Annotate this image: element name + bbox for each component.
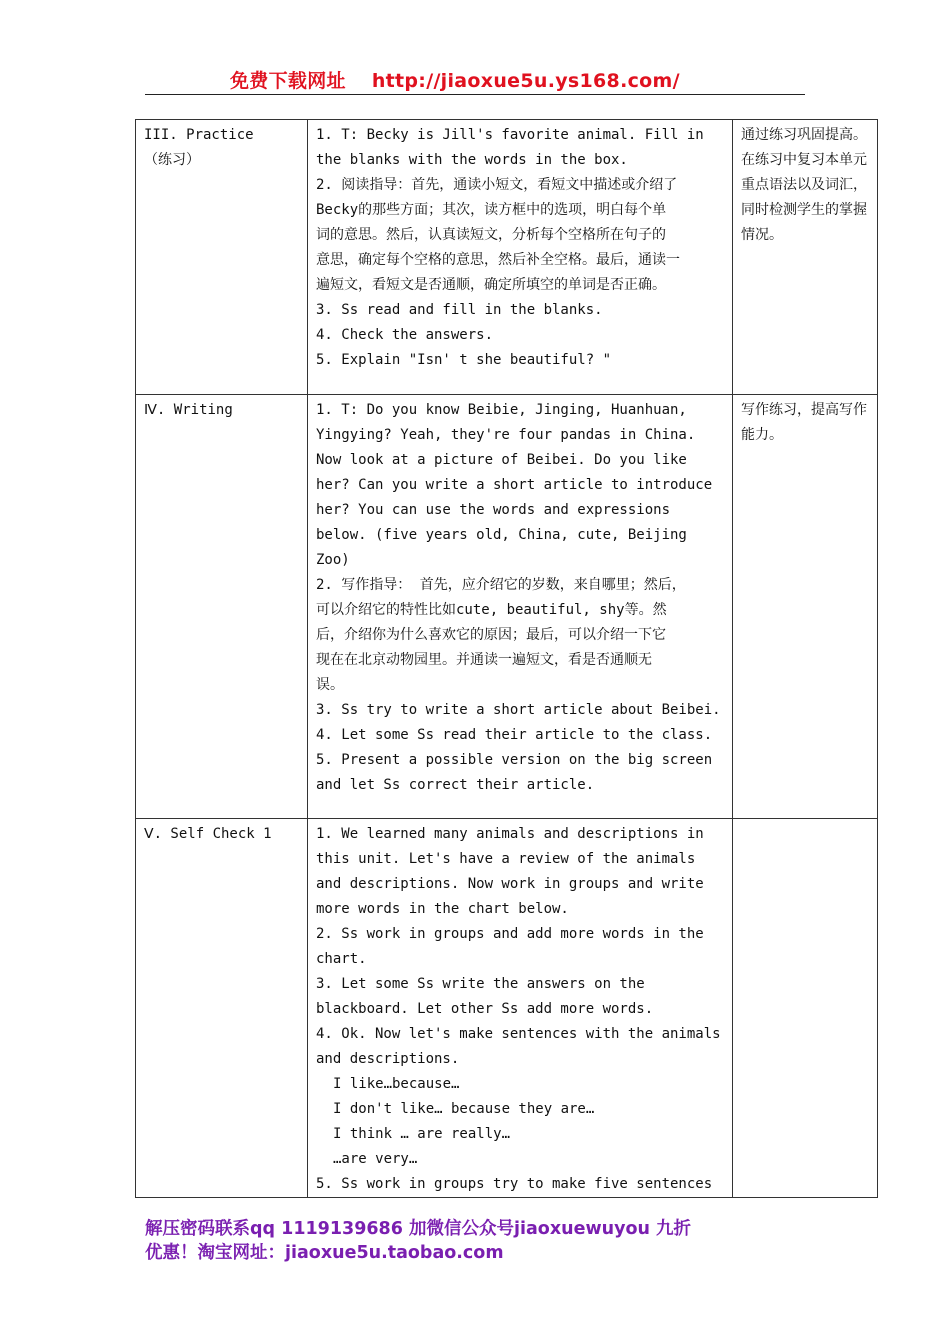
procedure-line: her? You can use the words and expressions: [316, 502, 671, 518]
step-cell: [136, 120, 308, 395]
footer-line: 解压密码联系qq 1119139686 加微信公众号jiaoxuewuyou 九折: [145, 1219, 692, 1239]
example-sentence: I think … are really…: [333, 1126, 511, 1142]
procedure-line: 1. T: Becky is Jill's favorite animal. Fill in: [316, 127, 704, 143]
procedure-line: her? Can you write a short article to introduce: [316, 477, 713, 493]
procedure-line: 5. Explain "Isn' t she beautiful? ": [316, 352, 612, 368]
footer-line: 优惠！淘宝网址：jiaoxue5u.taobao.com: [145, 1243, 504, 1263]
procedure-line: 5. Ss work in groups try to make five sentences: [316, 1176, 713, 1192]
step-subtitle: （练习）: [144, 152, 200, 168]
example-sentence: …are very…: [333, 1151, 418, 1167]
example-sentence: I like…because…: [333, 1076, 460, 1092]
procedure-line: 词的意思。然后，认真读短文，分析每个空格所在句子的: [316, 227, 666, 243]
procedure-line: Now look at a picture of Beibei. Do you like: [316, 452, 687, 468]
procedure-line: 5. Present a possible version on the big screen: [316, 752, 713, 768]
step-cell: [136, 819, 308, 1198]
table-row: [136, 120, 878, 395]
procedure-line: below. (five years old, China, cute, Beijing: [316, 527, 687, 543]
example-sentence: I don't like… because they are…: [333, 1101, 595, 1117]
aim-cell: 通过练习巩固提高。在练习中复习本单元重点语法以及词汇，同时检测学生的掌握情况。: [733, 120, 878, 395]
lesson-plan-table: [135, 119, 878, 1198]
procedure-line: 后，介绍你为什么喜欢它的原因；最后，可以介绍一下它: [316, 627, 666, 643]
procedure-line: and descriptions.: [316, 1051, 460, 1067]
procedure-line: 4. Let some Ss read their article to the class.: [316, 727, 713, 743]
procedure-line: 2. Ss work in groups and add more words in the: [316, 926, 704, 942]
procedure-line: more words in the chart below.: [316, 901, 569, 917]
procedure-line: the blanks with the words in the box.: [316, 152, 628, 168]
procedure-line: chart.: [316, 951, 367, 967]
procedure-line: 2. 写作指导： 首先，应介绍它的岁数，来自哪里；然后，: [316, 577, 686, 593]
step-title: Ⅴ. Self Check 1: [144, 826, 272, 842]
step-title: III. Practice: [144, 127, 254, 143]
procedure-line: 意思，确定每个空格的意思，然后补全空格。最后，通读一: [316, 252, 680, 268]
procedure-cell: [308, 120, 733, 395]
step-cell: [136, 395, 308, 819]
procedure-line: Becky的那些方面；其次，读方框中的选项，明白每个单: [316, 202, 667, 218]
aim-cell: 写作练习，提高写作能力。: [733, 395, 878, 819]
procedure-line: 3. Ss try to write a short article about Beibei.: [316, 702, 721, 718]
download-header: [145, 66, 805, 93]
table-row: [136, 819, 878, 1198]
aim-cell: [733, 819, 878, 1198]
procedure-line: 可以介绍它的特性比如cute, beautiful, shy等。然: [316, 602, 667, 618]
procedure-line: Yingying? Yeah, they're four pandas in China.: [316, 427, 696, 443]
footer-contact: [145, 1217, 805, 1265]
procedure-line: 2. 阅读指导：首先，通读小短文，看短文中描述或介绍了: [316, 177, 678, 193]
header-rule: [145, 94, 805, 95]
procedure-line: 3. Ss read and fill in the blanks.: [316, 302, 603, 318]
procedure-cell: [308, 819, 733, 1198]
procedure-line: blackboard. Let other Ss add more words.: [316, 1001, 654, 1017]
step-title: Ⅳ. Writing: [144, 402, 233, 418]
procedure-line: 现在在北京动物园里。并通读一遍短文，看是否通顺无: [316, 652, 652, 668]
table-row: [136, 395, 878, 819]
procedure-line: 4. Ok. Now let's make sentences with the animals: [316, 1026, 721, 1042]
procedure-line: and descriptions. Now work in groups and write: [316, 876, 704, 892]
procedure-line: 1. We learned many animals and descriptions in: [316, 826, 704, 842]
procedure-line: this unit. Let's have a review of the animals: [316, 851, 696, 867]
procedure-line: 误。: [316, 677, 344, 693]
procedure-line: 3. Let some Ss write the answers on the: [316, 976, 645, 992]
procedure-line: and let Ss correct their article.: [316, 777, 595, 793]
procedure-line: 遍短文，看短文是否通顺，确定所填空的单词是否正确。: [316, 277, 666, 293]
procedure-line: Zoo): [316, 552, 350, 568]
header-url-link[interactable]: http://jiaoxue5u.ys168.com/: [371, 70, 680, 92]
header-label: 免费下载网址: [230, 70, 346, 92]
procedure-line: 1. T: Do you know Beibie, Jinging, Huanhuan,: [316, 402, 687, 418]
procedure-line: 4. Check the answers.: [316, 327, 494, 343]
procedure-cell: [308, 395, 733, 819]
